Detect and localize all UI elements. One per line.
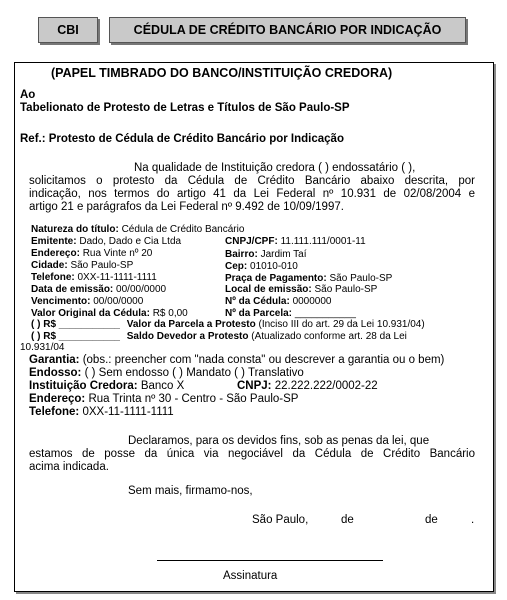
place-city: São Paulo, — [252, 514, 309, 526]
field-vencimento: Vencimento: 00/00/0000 — [31, 296, 144, 307]
document-sheet — [14, 62, 494, 592]
place-de-2: de — [425, 514, 438, 526]
letterhead: (PAPEL TIMBRADO DO BANCO/INSTITUIÇÃO CREDORA) — [51, 66, 393, 80]
instituicao-cnpj: CNPJ: 22.222.222/0002-22 — [237, 380, 378, 392]
endosso-line: Endosso: ( ) Sem endosso ( ) Mandato ( ) Translativo — [29, 367, 304, 379]
field-local-emissao: Local de emissão: São Paulo-SP — [225, 284, 378, 295]
field-bairro: Bairro: Jardim Taí — [225, 249, 307, 260]
declaration-line-2: estamos de posse da única via negociável da Cédula de Crédito Bancário — [29, 448, 475, 460]
instituicao-line: Instituição Credora: Banco X — [29, 380, 185, 392]
option-saldo-devedor-cont: 10.931/04 — [20, 342, 65, 353]
recipient: Tabelionato de Protesto de Letras e Títulos de São Paulo-SP — [20, 102, 350, 114]
place-end: . — [471, 514, 475, 526]
signature-line — [157, 560, 383, 561]
field-numero-parcela: Nº da Parcela: ___________ — [225, 308, 356, 319]
field-telefone: Telefone: 0XX-11-1111-1111 — [31, 272, 157, 283]
document-code-tab: CBI — [38, 17, 98, 43]
to-prefix: Ao — [20, 89, 36, 101]
document-type-title: CÉDULA DE CRÉDITO BANCÁRIO POR INDICAÇÃO — [109, 17, 466, 43]
field-cidade: Cidade: São Paulo-SP — [31, 260, 134, 271]
field-praca-pagamento: Praça de Pagamento: São Paulo-SP — [225, 273, 393, 284]
place-de-1: de — [341, 514, 354, 526]
field-valor-original: Valor Original da Cédula: R$ 0,00 — [31, 308, 188, 319]
garantia-line: Garantia: (obs.: preencher com "nada consta" ou descrever a garantia ou o bem) — [29, 354, 445, 366]
instituicao-telefone: Telefone: 0XX-11-1111-1111 — [29, 406, 174, 418]
field-cep: Cep: 01010-010 — [225, 261, 298, 272]
intro-line-3: indicação, nos termos do artigo 41 da Lei Federal nº 10.931 de 02/08/2004 e — [29, 188, 475, 200]
field-natureza: Natureza do título: Cédula de Crédito Bancário — [31, 224, 245, 235]
reference-line: Ref.: Protesto de Cédula de Crédito Bancário por Indicação — [20, 133, 344, 145]
field-data-emissao: Data de emissão: 00/00/0000 — [31, 284, 167, 295]
signature-label: Assinatura — [223, 570, 278, 582]
declaration-line-3: acima indicada. — [29, 461, 109, 473]
field-emitente: Emitente: Dado, Dado e Cia Ltda — [31, 236, 182, 247]
option-valor-parcela: ( ) R$ ___________ Valor da Parcela a Protesto (Inciso III do art. 29 da Lei 10.931/04) — [31, 319, 425, 330]
field-cnpj-cpf: CNPJ/CPF: 11.111.111/0001-11 — [225, 236, 366, 247]
intro-line-1: Na qualidade de Instituição credora ( ) endossatário ( ), — [134, 162, 416, 174]
closing-line: Sem mais, firmamo-nos, — [128, 485, 253, 497]
intro-line-4: artigo 21 e parágrafos da Lei Federal nº 9.492 de 10/09/1997. — [29, 201, 344, 213]
instituicao-endereco: Endereço: Rua Trinta nº 30 - Centro - São Paulo-SP — [29, 393, 299, 405]
option-saldo-devedor: ( ) R$ ___________ Saldo Devedor a Protesto (Atualizado conforme art. 28 da Lei — [31, 331, 407, 342]
field-endereco: Endereço: Rua Vinte nº 20 — [31, 248, 153, 259]
field-numero-cedula: Nº da Cédula: 0000000 — [225, 296, 332, 307]
intro-line-2: solicitamos o protesto da Cédula de Crédito Bancário abaixo descrita, por — [29, 175, 475, 187]
declaration-line-1: Declaramos, para os devidos fins, sob as penas da lei, que — [128, 435, 430, 447]
